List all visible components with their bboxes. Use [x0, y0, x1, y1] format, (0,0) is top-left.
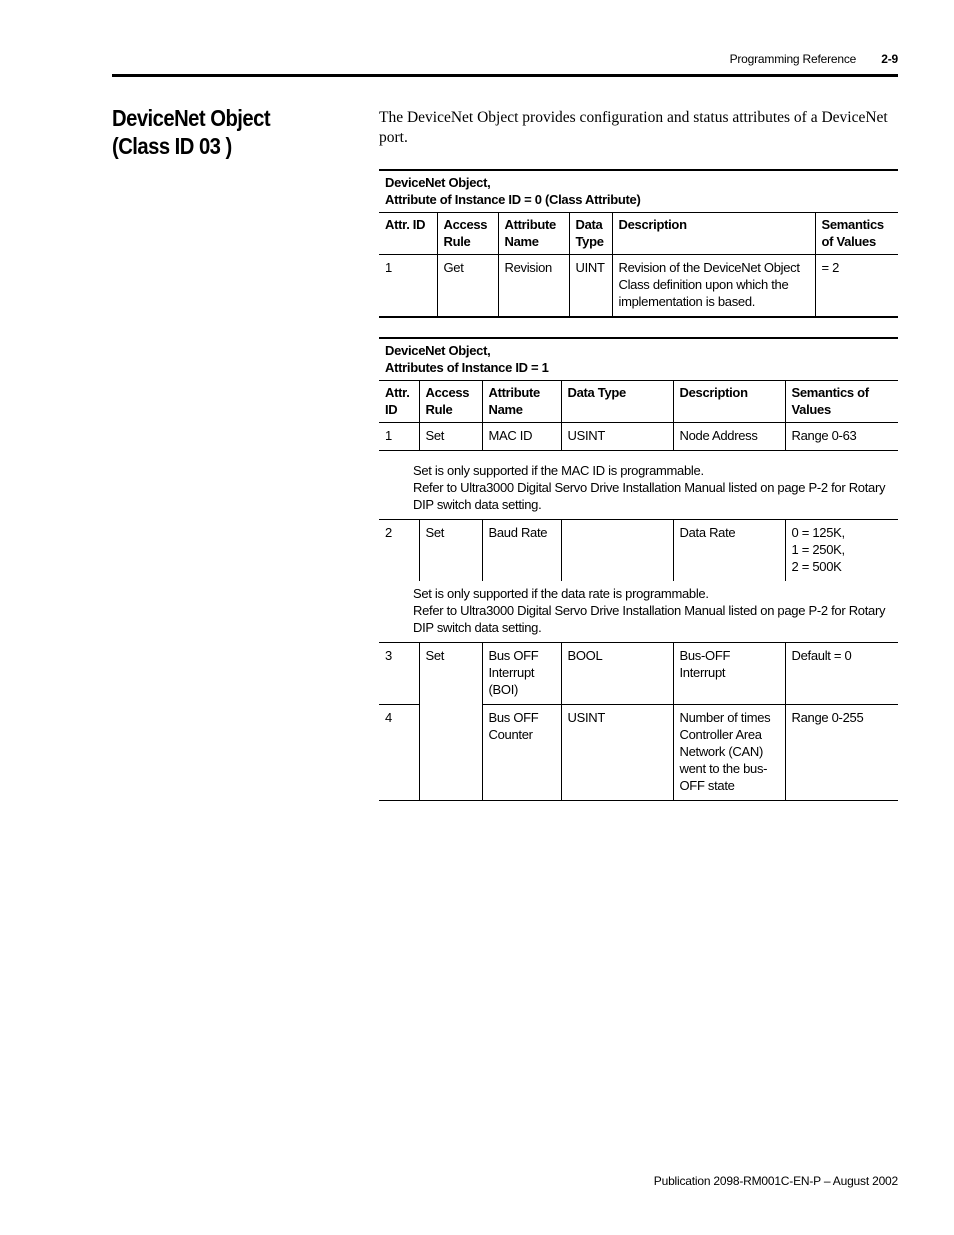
cell-access-rule: Get — [437, 255, 498, 318]
cell-attribute-name: MAC ID — [482, 423, 561, 451]
cell-attr-id: 3 — [379, 643, 419, 705]
section-title — [112, 104, 314, 160]
header-section-name: Programming Reference — [729, 52, 857, 66]
cell-description: Data Rate — [673, 520, 785, 582]
cell-attribute-name: Bus OFF Interrupt (BOI) — [482, 643, 561, 705]
table-row-note — [379, 451, 898, 520]
table-caption-line-2: Attributes of Instance ID = 1 — [385, 360, 549, 375]
col-header-attr-id: Attr. ID — [379, 213, 437, 255]
running-header — [730, 52, 898, 66]
semantic-value-line: 0 = 125K, — [791, 525, 845, 540]
cell-attr-id: 2 — [379, 520, 419, 582]
col-header-data-type: Data Type — [561, 381, 673, 423]
cell-attribute-name: Revision — [498, 255, 569, 318]
cell-access-rule: Set — [419, 520, 482, 582]
header-rule — [112, 74, 898, 77]
table-caption — [379, 170, 898, 213]
table-row — [379, 255, 898, 318]
col-header-attr-id: Attr. ID — [379, 381, 419, 423]
cell-semantics: = 2 — [815, 255, 898, 318]
table-header-row — [379, 213, 898, 255]
col-header-semantics: Semantics of Values — [785, 381, 898, 423]
cell-data-type — [561, 520, 673, 582]
note-line: Refer to Ultra3000 Digital Servo Drive Installation Manual listed on page P-2 for Rotary DIP switch data setting. — [413, 480, 886, 512]
class-attribute-table — [379, 169, 898, 318]
cell-semantics — [785, 520, 898, 582]
col-header-semantics: Semantics of Values — [815, 213, 898, 255]
semantic-value-line: 1 = 250K, — [791, 542, 845, 557]
cell-attr-id: 1 — [385, 428, 392, 443]
section-title-line-2: (Class ID 03 ) — [112, 133, 232, 159]
cell-attr-id: 4 — [379, 705, 419, 801]
table-row-note — [379, 581, 898, 643]
table-caption-line-2: Attribute of Instance ID = 0 (Class Attribute) — [385, 192, 641, 207]
cell-access-rule: Set — [419, 423, 482, 451]
note-line: Refer to Ultra3000 Digital Servo Drive Installation Manual listed on page P-2 for Rotary DIP switch data setting. — [413, 603, 886, 635]
col-header-access-rule: Access Rule — [437, 213, 498, 255]
instance-attribute-table — [379, 337, 898, 801]
note-line: Set is only supported if the MAC ID is programmable. — [413, 463, 704, 478]
cell-description: Node Address — [673, 423, 785, 451]
cell-access-rule: Set — [419, 643, 482, 801]
table-row — [379, 423, 898, 451]
cell-semantics: Range 0-255 — [785, 705, 898, 801]
cell-attribute-name: Baud Rate — [482, 520, 561, 582]
section-title-line-1: DeviceNet Object — [112, 105, 271, 131]
cell-description: Number of times Controller Area Network (CAN) went to the bus-OFF state — [673, 705, 785, 801]
note-line: Set is only supported if the data rate is programmable. — [413, 586, 709, 601]
col-header-access-rule: Access Rule — [419, 381, 482, 423]
cell-semantics: Range 0-63 — [785, 423, 898, 451]
header-page-number: 2-9 — [881, 52, 898, 66]
table-caption-line-1: DeviceNet Object, — [385, 343, 491, 358]
table-row — [379, 643, 898, 705]
table-row — [379, 520, 898, 582]
col-header-description: Description — [673, 381, 785, 423]
col-header-attribute-name: Attribute Name — [482, 381, 561, 423]
cell-attribute-name: Bus OFF Counter — [482, 705, 561, 801]
cell-data-type: UINT — [569, 255, 612, 318]
col-header-data-type: Data Type — [569, 213, 612, 255]
cell-description: Revision of the DeviceNet Object Class definition upon which the implementation is based. — [612, 255, 815, 318]
publication-footer: Publication 2098-RM001C-EN-P – August 2002 — [653, 1174, 898, 1188]
table-caption — [379, 338, 898, 381]
cell-data-type: USINT — [561, 423, 673, 451]
table-header-row — [379, 381, 898, 423]
cell-semantics: Default = 0 — [785, 643, 898, 705]
cell-attr-id: 1 — [379, 255, 437, 318]
cell-description: Bus-OFF Interrupt — [673, 643, 785, 705]
col-header-attribute-name: Attribute Name — [498, 213, 569, 255]
cell-data-type: USINT — [561, 705, 673, 801]
intro-paragraph: The DeviceNet Object provides configuration and status attributes of a DeviceNet port. — [379, 109, 888, 146]
semantic-value-line: 2 = 500K — [791, 559, 842, 574]
table-caption-line-1: DeviceNet Object, — [385, 175, 491, 190]
cell-data-type: BOOL — [561, 643, 673, 705]
col-header-description: Description — [612, 213, 815, 255]
